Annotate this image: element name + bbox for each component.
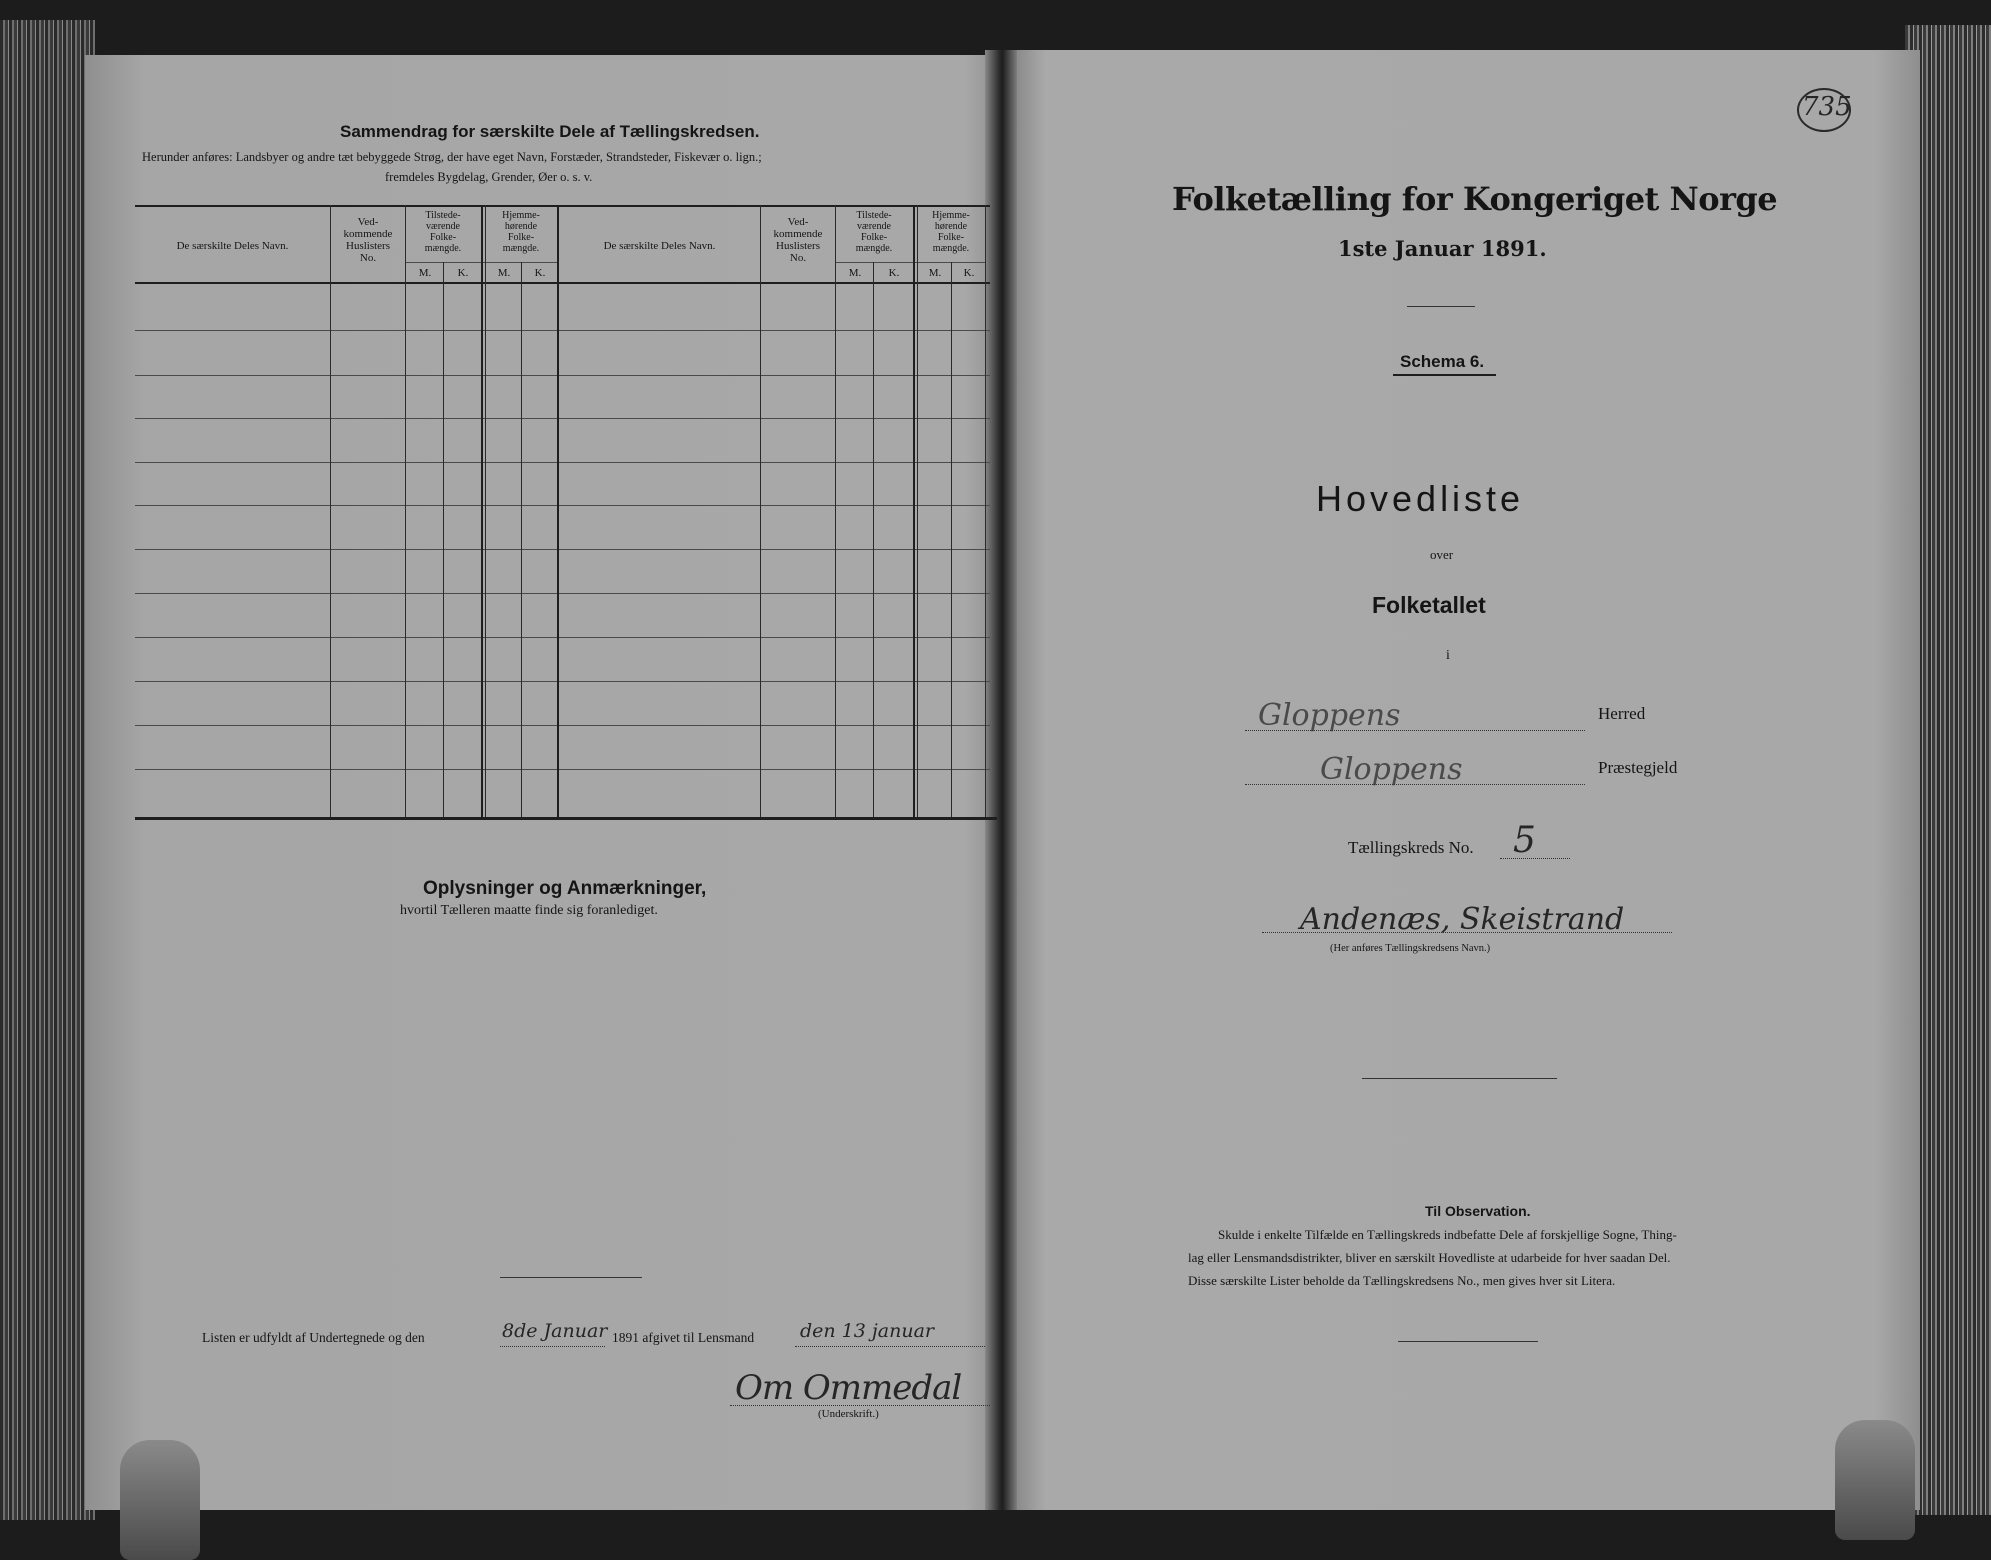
right-page [1005,50,1920,1510]
over-label: over [1430,547,1454,562]
observation-title: Til Observation. [1425,1203,1531,1219]
herred-label: Herred [1598,704,1646,723]
divider [500,1277,642,1278]
divider [1407,306,1475,307]
book-edge-left [0,20,95,1520]
main-title: Hovedliste [1316,478,1525,519]
footer-date-handwritten: 8de Januar [502,1320,608,1342]
book-gutter [985,50,1017,1510]
prestegjeld-label: Præstegjeld [1598,758,1678,777]
observation-line: Skulde i enkelte Tilfælde en Tællingskreds indbefatte Dele af forskjellige Sogne, Thing- [1218,1227,1677,1242]
page-number: 735 [1802,92,1852,122]
col-header-k: K. [457,267,469,279]
form-date: 1ste Januar 1891. [1338,236,1547,261]
col-header-m: M. [497,267,511,279]
col-header-k-2: K. [963,267,975,279]
col-header-tilstede-2: Tilstede- værende Folke- mængde. [855,210,893,254]
col-header-k-2: K. [888,267,900,279]
remarks-title: Oplysninger og Anmærkninger, [423,878,707,899]
page-clip-right [1835,1420,1915,1540]
folketallet-title: Folketallet [1372,592,1486,618]
i-label: i [1446,648,1450,663]
kreds-name-label: (Her anføres Tællingskredsens Navn.) [1330,943,1491,954]
col-header-k: K. [534,267,546,279]
col-header-huslister-2: Ved- kommende Huslisters No. [773,216,823,264]
signature: Om Ommedal [735,1368,962,1408]
col-header-m-2: M. [928,267,942,279]
col-header-huslister: Ved- kommende Huslisters No. [343,216,393,264]
col-header-hjemme-2: Hjemme- hørende Folke- mængde. [932,210,970,254]
left-subtitle-2: fremdeles Bygdelag, Grender, Øer o. s. v. [385,170,593,184]
col-header-tilstede: Tilstede- værende Folke- mængde. [424,210,462,254]
kreds-label: Tællingskreds No. [1348,838,1474,857]
divider [1362,1078,1557,1079]
divider [1398,1341,1538,1342]
col-header-name: De særskilte Deles Navn. [176,240,289,252]
kreds-name-handwritten: Andenæs, Skeistrand [1300,902,1625,937]
footer-handwritten-2: den 13 januar [800,1320,935,1342]
left-title: Sammendrag for særskilte Dele af Tællingskredsen. [340,122,760,141]
observation-line: lag eller Lensmandsdistrikter, bliver en særskilt Hovedliste at udarbeide for hver saadan Del. [1188,1250,1671,1265]
prestegjeld-handwritten: Gloppens [1320,752,1463,787]
observation-line: Disse særskilte Lister beholde da Tællingskredsens No., men gives hver sit Litera. [1188,1273,1616,1288]
col-header-hjemme: Hjemme- hørende Folke- mængde. [502,210,540,254]
schema-label: Schema 6. [1400,352,1485,371]
form-title: Folketælling for Kongeriget Norge [1172,180,1778,218]
signature-label: (Underskrift.) [818,1408,879,1420]
col-header-m-2: M. [848,267,862,279]
footer-year: 1891 afgivet til Lensmand [612,1330,755,1345]
left-subtitle-1: Herunder anføres: Landsbyer og andre tæt bebyggede Strøg, der have eget Navn, Forstæder, Strandsteder, Fiskevær o. lign.; [142,150,762,164]
herred-handwritten: Gloppens [1258,698,1401,733]
remarks-subtitle: hvortil Tælleren maatte finde sig foranlediget. [400,903,658,918]
col-header-m: M. [418,267,432,279]
page-clip-left [120,1440,200,1560]
col-header-name-2: De særskilte Deles Navn. [603,240,716,252]
kreds-number: 5 [1513,820,1536,861]
footer-prefix: Listen er udfyldt af Undertegnede og den [202,1330,425,1345]
